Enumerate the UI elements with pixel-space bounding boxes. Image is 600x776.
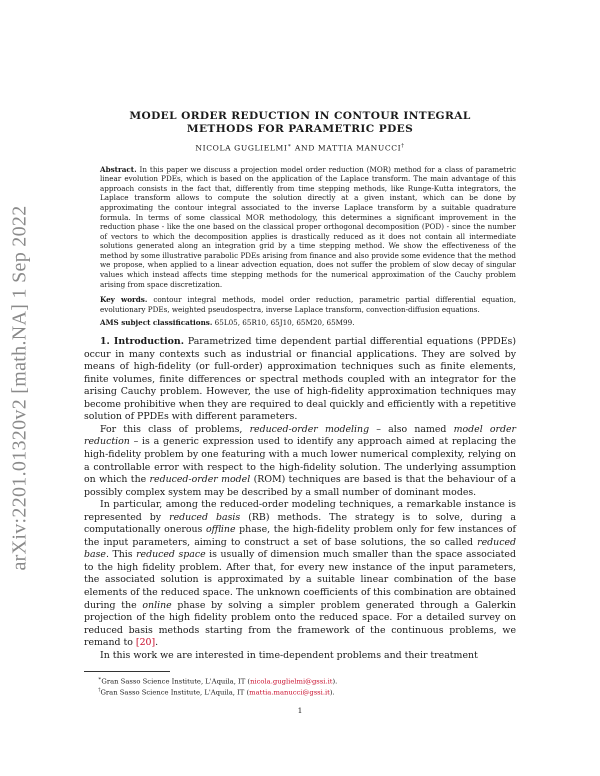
p2-text-d: (ROM) techniques are based is that the behaviour of a possibly complex system may be described by a small number of dominant modes. (84, 474, 517, 498)
author-2: MATTIA MANUCCI (317, 143, 402, 153)
footnote-1-text: Gran Sasso Science Institute, L'Aquila, IT ( (101, 677, 251, 686)
footnote-1-close: ). (332, 677, 338, 686)
p3-text-f: phase by solving a simpler problem generated through a Galerkin projection of the high fidelity problem onto the reduced space. For a detailed survey on reduced basis methods starting from the framework of the continuous problems, we remand to (84, 599, 517, 649)
abstract-heading: Abstract. (100, 164, 137, 174)
p4-text: In this work we are interested in time-dependent problems and their treatment (100, 649, 478, 661)
ams-classifications (84, 318, 516, 328)
author-1: NICOLA GUGLIELMI (195, 143, 288, 153)
p3-emphasis-offline: offline (206, 524, 236, 536)
p3-text-d: . This (105, 549, 137, 561)
footnote-2-email-link[interactable]: mattia.manucci@gssi.it (249, 688, 330, 697)
p2-text-c: – is a generic expression used to identify any approach aimed at replacing the high-fidelity problem by one featuring with a much lower numerical complexity, relying on a controllable error with respect to the high-fidelity solution. The underlying assumption on which the (84, 436, 516, 486)
p3-emphasis-reduced-base: reduced base (84, 536, 516, 561)
page-number: 1 (297, 706, 303, 716)
author-1-mark: ∗ (287, 143, 292, 149)
p3-emphasis-reduced-space: reduced space (136, 549, 206, 561)
abstract (84, 165, 516, 290)
arxiv-sidebar (0, 0, 40, 776)
footnote-2-text: Gran Sasso Science Institute, L'Aquila, IT ( (100, 688, 250, 697)
paper-page (84, 110, 516, 715)
intro-paragraph-2 (84, 424, 516, 499)
keywords-heading: Key words. (100, 295, 148, 305)
intro-paragraph-4 (84, 650, 516, 663)
title-line-1: MODEL ORDER REDUCTION IN CONTOUR INTEGRAL (129, 110, 471, 122)
keywords (84, 295, 516, 314)
p2-emphasis-rom-model: reduced-order model (149, 474, 251, 486)
footnote-2 (84, 686, 516, 697)
paper-title (84, 110, 516, 136)
p2-emphasis-rom: reduced-order modeling (249, 423, 370, 435)
footnote-1 (84, 675, 516, 686)
p2-text-b: – also named (369, 423, 454, 435)
footnote-1-email-link[interactable]: nicola.guglielmi@gssi.it (250, 677, 333, 686)
p3-text-g: . (155, 637, 159, 649)
intro-p1-text: Parametrized time dependent partial differential equations (PPDEs) occur in many contexts such as industrial or financial applications. They are solved by means of high-fidelity (or full-order) approximation techniques such as finite elements, finite volumes, finite differences or spectral methods coupled with an integrator for the arising Cauchy problem. However, the use of high-fidelity approximation techniques may become prohibitive when they are required to deal quickly and efficiently with a repetitive solution of PPDEs with different parameters. (84, 336, 516, 423)
author-conjunction: AND (294, 143, 315, 153)
ams-text: 65L05, 65R10, 65J10, 65M20, 65M99. (214, 318, 355, 328)
footnote-2-mark: † (98, 687, 101, 694)
keywords-text: contour integral methods, model order reduction, parametric partial differential equation, evolutionary PDEs, weighted pseudospectra, inverse Laplace transform, convection-diffusion equations. (100, 295, 516, 314)
footnote-rule (84, 671, 170, 672)
footnote-1-mark: ∗ (98, 676, 102, 683)
p3-emphasis-online: online (142, 599, 172, 611)
p3-text-c: phase, the high-fidelity problem only for few instances of the input parameters, aiming to construct a set of base solutions, the so called (84, 524, 516, 548)
p2-emphasis-mor: model order reduction (84, 423, 517, 448)
intro-paragraph-1 (84, 336, 516, 424)
title-line-2: METHODS FOR PARAMETRIC PDES (186, 123, 414, 135)
ams-heading: AMS subject classifications. (100, 318, 213, 328)
abstract-text: In this paper we discuss a projection model order reduction (MOR) method for a class of parametric linear evolution PDEs, which is based on the application of the Laplace transform. The main advantage of this approach consists in the fact that, differently from time stepping methods, like Runge-Kutta integrators, the Laplace transform allows to compute the solution directly at a given instant, which can be done by approximating the contour integral associated to the inverse Laplace transform by a suitable quadrature formula. In terms of some classical MOR methodology, this determines a significant improvement in the reduction phase - like the one based on the classical proper orthogonal decomposition (POD) - since the number of vectors to which the decomposition applies is drastically reduced as it does not contain all intermediate solutions generated along an integration grid by a time stepping method. We show the effectiveness of the method by some illustrative parabolic PDEs arising from finance and also provide some evidence that the method we propose, when applied to a linear advection equation, does not suffer the problem of slow decay of singular values which instead affects time stepping methods for the numerical approximation of the Cauchy problem arising from space discretization. (100, 164, 516, 289)
section-heading: 1. Introduction. (100, 336, 184, 348)
p3-text-b: (RB) methods. The strategy is to solve, during a computationally onerous (84, 511, 516, 536)
author-2-mark: † (401, 143, 405, 149)
author-line (84, 143, 516, 153)
intro-paragraph-3 (84, 499, 516, 650)
arxiv-identifier: arXiv:2201.01320v2 [math.NA] 1 Sep 2022 (8, 205, 31, 571)
p2-text-a: For this class of problems, (100, 423, 250, 435)
footnote-2-close: ). (329, 688, 335, 697)
citation-link[interactable]: [20] (135, 637, 156, 649)
p3-emphasis-reduced-basis: reduced basis (169, 511, 241, 523)
p3-text-e: is usually of dimension much smaller than the space associated to the high fidelity problem. After that, for every new instance of the input parameters, the associated solution is approximated by a suitable linear combination of the base elements of the reduced space. The unknown coefficients of this combination are obtained during the (84, 549, 516, 611)
p3-text-a: In particular, among the reduced-order modeling techniques, a remarkable instance is represented by (84, 499, 516, 523)
